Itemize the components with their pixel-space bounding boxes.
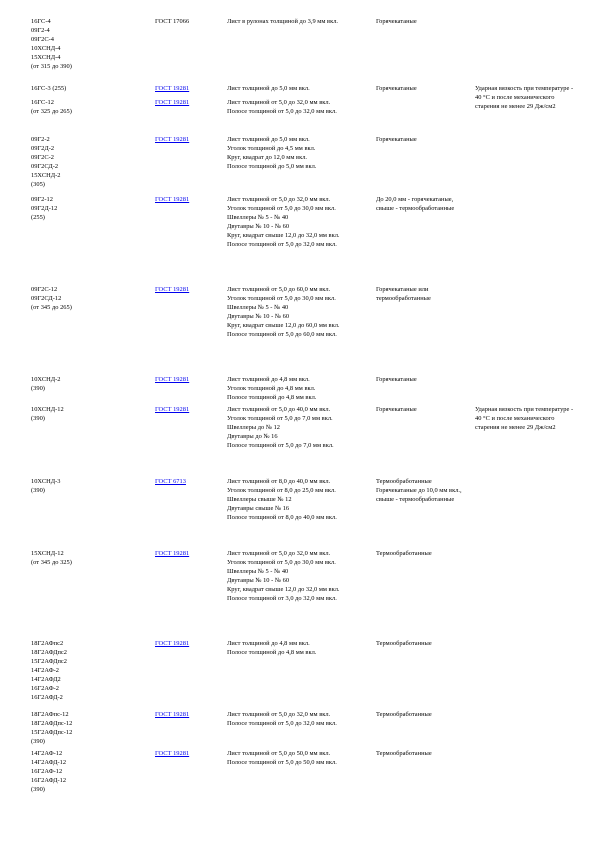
- product-cell: Лист в рулонах толщиной до 3,9 мм вкл.: [227, 18, 339, 25]
- steel-grade-cell: 16ГС-3 (255): [31, 85, 67, 92]
- product-cell: Лист толщиной от 8,0 до 40,0 мм вкл. Уголок толщиной от 8,0 до 25,0 мм вкл. Швеллеры свыше № 12 Двутавры свыше № 16 Полосе толщиной от 8,0 до 40,0 мм вкл.: [227, 478, 337, 521]
- standard-link[interactable]: ГОСТ 19281: [155, 286, 190, 293]
- standard-cell: [155, 550, 221, 559]
- standard-cell: [155, 286, 221, 295]
- steel-grade-cell: 18Г2АФпс-12 18Г2АФДпс-12 15Г2АФДпс-12 (390): [31, 711, 73, 745]
- delivery-condition-cell: Горячекатаные: [376, 406, 417, 413]
- product-cell: Лист толщиной до 5,0 мм вкл. Уголок толщиной до 4,5 мм вкл. Круг, квадрат до 12,0 мм вкл. Полосе толщиной до 5,0 мм вкл.: [227, 136, 317, 170]
- standard-cell: [155, 196, 221, 205]
- steel-grade-cell: 16ГС-4 09Г2-4 09Г2С-4 10ХСНД-4 15ХСНД-4 (от 315 до 390): [31, 18, 72, 70]
- steel-grade-cell: 09Г2С-12 09Г2СД-12 (от 345 до 265): [31, 286, 72, 311]
- standard-link[interactable]: ГОСТ 19281: [155, 136, 190, 143]
- standard-link[interactable]: ГОСТ 19281: [155, 85, 190, 92]
- product-cell: Лист толщиной до 4,8 мм вкл. Уголок толщиной до 4,8 мм вкл. Полосе толщиной до 4,8 мм вкл.: [227, 376, 317, 401]
- standard-cell: [155, 99, 221, 108]
- steel-grade-cell: 09Г2-12 09Г2Д-12 (255): [31, 196, 58, 221]
- delivery-condition-cell: Горячекатаные: [376, 18, 417, 25]
- standard-cell: [155, 85, 221, 94]
- steel-grade-cell: 10ХСНД-3 (390): [31, 478, 61, 494]
- product-cell: Лист толщиной от 5,0 до 32,0 мм вкл. Уголок толщиной от 5,0 до 30,0 мм вкл. Швеллеры № 5 - № 40 Двутавры № 10 - № 60 Круг, квадрат свыше 12,0 до 32,0 мм вкл. Полосе толщиной от 5,0 до 32,0 мм вкл.: [227, 196, 340, 248]
- standard-link[interactable]: ГОСТ 19281: [155, 640, 190, 647]
- product-cell: Лист толщиной от 5,0 до 32,0 мм вкл. Полосе толщиной от 5,0 до 32,0 мм вкл.: [227, 711, 337, 727]
- standard-link[interactable]: ГОСТ 19281: [155, 99, 190, 106]
- delivery-condition-cell: Термообработанные: [376, 750, 432, 757]
- steel-grade-cell: 14Г2АФ-12 14Г2АФД-12 16Г2АФ-12 16Г2АФД-12 (390): [31, 750, 67, 793]
- additional-requirement-cell: Ударная вязкость при температуре - 40 °С и после механического старения не менее 29 Дж/см2: [475, 406, 574, 431]
- standard-link[interactable]: ГОСТ 19281: [155, 750, 190, 757]
- standard-cell: [155, 750, 221, 759]
- steel-grade-cell: 09Г2-2 09Г2Д-2 09Г2С-2 09Г2СД-2 15ХСНД-2 (305): [31, 136, 61, 188]
- delivery-condition-cell: Горячекатаные или термообработанные: [376, 286, 431, 302]
- steel-grade-cell: 10ХСНД-12 (390): [31, 406, 64, 422]
- standard-cell: [155, 376, 221, 385]
- product-cell: Лист толщиной до 5,0 мм вкл.: [227, 85, 310, 92]
- standard-cell: [155, 136, 221, 145]
- standard-link[interactable]: ГОСТ 19281: [155, 196, 190, 203]
- delivery-condition-cell: Горячекатаные: [376, 376, 417, 383]
- steel-grade-cell: 18Г2АФпс2 18Г2АФДпс2 15Г2АФДпс2 14Г2АФ-2 14Г2АФД2 16Г2АФ-2 16Г2АФД-2: [31, 640, 67, 701]
- standard-link[interactable]: ГОСТ 19281: [155, 376, 190, 383]
- additional-requirement-cell: Ударная вязкость при температуре - 40 °С и после механического старения не менее 29 Дж/см2: [475, 85, 574, 110]
- standard-cell: [155, 640, 221, 649]
- standard-cell: ГОСТ 17066: [155, 18, 190, 25]
- delivery-condition-cell: Термообработанные: [376, 550, 432, 557]
- product-cell: Лист толщиной от 5,0 до 50,0 мм вкл. Полосе толщиной от 5,0 до 50,0 мм вкл.: [227, 750, 337, 766]
- product-cell: Лист толщиной от 5,0 до 60,0 мм вкл. Уголок толщиной от 5,0 до 30,0 мм вкл. Швеллеры № 5 - № 40 Двутавры № 10 - № 60 Круг, квадрат свыше 12,0 до 60,0 мм вкл. Полосе толщиной от 5,0 до 60,0 мм вкл.: [227, 286, 340, 338]
- standard-link[interactable]: ГОСТ 19281: [155, 711, 190, 718]
- steel-grade-cell: 10ХСНД-2 (390): [31, 376, 61, 392]
- product-cell: Лист толщиной от 5,0 до 40,0 мм вкл. Уголок толщиной от 5,0 до 7,0 мм вкл. Швеллеры до № 12 Двутавры до № 16 Полосе толщиной от 5,0 до 7,0 мм вкл.: [227, 406, 334, 449]
- standard-link[interactable]: ГОСТ 19281: [155, 550, 190, 557]
- product-cell: Лист толщиной от 5,0 до 32,0 мм вкл. Полосе толщиной от 5,0 до 32,0 мм вкл.: [227, 99, 337, 115]
- product-cell: Лист толщиной от 5,0 до 32,0 мм вкл. Уголок толщиной от 5,0 до 30,0 мм вкл. Швеллеры № 5 - № 40 Двутавры № 10 - № 60 Круг, квадрат свыше 12,0 до 32,0 мм вкл. Полосе толщиной от 3,0 до 32,0 мм вкл.: [227, 550, 340, 602]
- standard-cell: [155, 478, 221, 487]
- standard-cell: [155, 711, 221, 720]
- delivery-condition-cell: Термообработанные Горячекатаные до 10,0 мм вкл., свыше - термообработанные: [376, 478, 462, 503]
- product-cell: Лист толщиной до 4,8 мм вкл. Полосе толщиной до 4,8 мм вкл.: [227, 640, 317, 656]
- delivery-condition-cell: Горячекатаные: [376, 85, 417, 92]
- standard-cell: [155, 406, 221, 415]
- steel-grade-cell: 15ХСНД-12 (от 345 до 325): [31, 550, 72, 566]
- delivery-condition-cell: Горячекатаные: [376, 136, 417, 143]
- delivery-condition-cell: Термообработанные: [376, 640, 432, 647]
- standard-link[interactable]: ГОСТ 6713: [155, 478, 186, 485]
- delivery-condition-cell: Термообработанные: [376, 711, 432, 718]
- standard-link[interactable]: ГОСТ 19281: [155, 406, 190, 413]
- delivery-condition-cell: До 20,0 мм - горячекатаные, свыше - термообработанные: [376, 196, 455, 212]
- steel-grade-cell: 16ГС-12 (от 325 до 265): [31, 99, 72, 115]
